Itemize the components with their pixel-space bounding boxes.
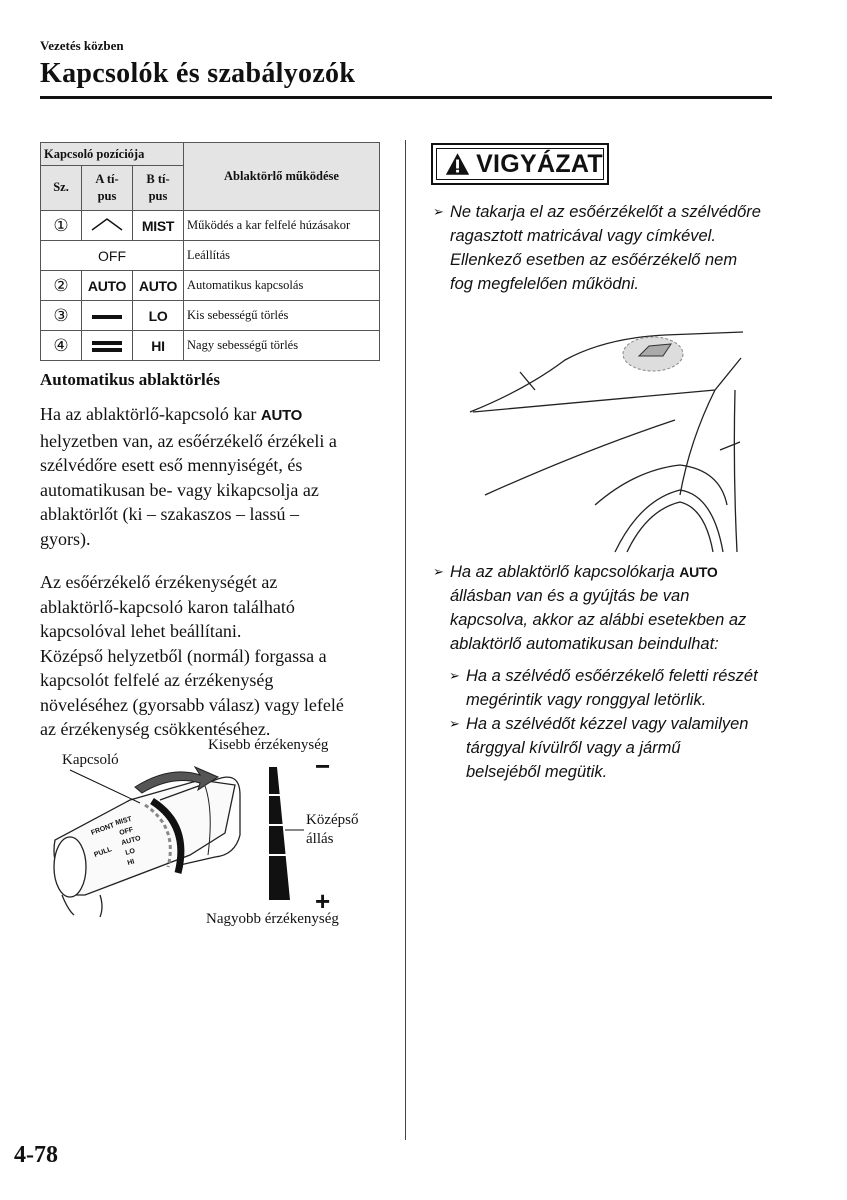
warning-item-sensor-cover: ➢ Ne takarja el az esőérzékelőt a szélvédőre ragasztott matricával vagy címkével. Ellenkező esetben az esőérzékelő nem fog megfelelően működni.: [433, 203, 761, 293]
row-description: Működés a kar felfelé húzásakor: [184, 211, 380, 241]
svg-text:HI: HI: [126, 858, 136, 867]
row-number: ①: [41, 211, 82, 241]
page-title: Kapcsolók és szabályozók: [40, 58, 356, 89]
table-header-position: Kapcsoló pozíciója: [41, 143, 184, 166]
svg-text:AUTO: AUTO: [120, 835, 142, 847]
warning-triangle-icon: [445, 151, 470, 177]
warning-item-auto-start: ➢ Ha az ablaktörlő kapcsolókarja AUTO állásban van és a gyújtás be van kapcsolva, akkor az alábbi esetekben az ablaktörlő automatikusan beindulhat:: [433, 563, 747, 653]
minus-icon: −: [315, 751, 331, 781]
row-number: ④: [41, 331, 82, 361]
type-b-value: AUTO: [133, 271, 184, 301]
svg-text:FRONT: FRONT: [90, 822, 116, 837]
row-description: Automatikus kapcsolás: [184, 271, 380, 301]
wiper-lever-illustration: [54, 775, 240, 917]
label-switch: Kapcsoló: [62, 752, 119, 768]
row-description: Nagy sebességű törlés: [184, 331, 380, 361]
row-description: Kis sebességű törlés: [184, 301, 380, 331]
table-row: [41, 271, 380, 301]
paragraph-auto-wipe: Ha az ablaktörlő-kapcsoló kar AUTO helyzetben van, az esőérzékelő érzékeli a szélvédőre esett eső mennyiségét, és automatikusan be- vagy kikapcsolja az ablaktörlőt (ki – szakaszos – lassú – gyors).: [40, 404, 337, 549]
label-middle-position: Középső állás: [306, 812, 359, 847]
subheading-auto-wipe: Automatikus ablaktörlés: [40, 370, 220, 389]
svg-text:OFF: OFF: [118, 826, 135, 837]
auto-keyword: AUTO: [679, 564, 718, 580]
svg-text:MIST: MIST: [114, 815, 133, 827]
bullet-arrow-icon: ➢: [433, 565, 444, 580]
bullet-arrow-icon: ➢: [433, 205, 444, 220]
page-number: 4-78: [14, 1142, 58, 1168]
table-row: [41, 241, 380, 271]
table-col-a: A tí- pus: [82, 166, 133, 211]
mist-up-chevron-icon: [82, 211, 133, 241]
type-b-value: HI: [133, 331, 184, 361]
row-number: ②: [41, 271, 82, 301]
svg-text:LO: LO: [124, 847, 136, 857]
paragraph-sensitivity: Az esőérzékelő érzékenységét az ablaktörlő-kapcsoló karon található kapcsolóval lehet beállítani. Középső helyzetből (normál) forgassa a kapcsolót felfelé az érzékenység növeléséhez (gyorsabb válasz) vagy lefelé az érzékenység csökkentéséhez.: [40, 572, 344, 739]
table-row: [41, 331, 380, 361]
bullet-arrow-icon: ➢: [449, 717, 460, 732]
warning-box: [431, 143, 609, 185]
label-higher-sensitivity: Nagyobb érzékenység: [206, 911, 339, 927]
table-header-operation: Ablaktörlő működése: [184, 143, 380, 211]
plus-icon: +: [315, 886, 331, 916]
section-label: Vezetés közben: [40, 38, 124, 53]
column-divider: [405, 140, 406, 1140]
row-description: Leállítás: [184, 241, 380, 271]
auto-keyword: AUTO: [260, 407, 302, 424]
type-b-value: MIST: [133, 211, 184, 241]
table-col-sz: Sz.: [41, 166, 82, 211]
sub-item-windshield-impact: ➢ Ha a szélvédőt kézzel vagy valamilyen tárggyal kívülről vagy a jármű belsejéből megütik.: [449, 715, 749, 781]
off-position: OFF: [41, 241, 184, 271]
type-a-value: AUTO: [82, 271, 133, 301]
svg-text:PULL: PULL: [93, 846, 113, 859]
sensitivity-wedge-icon: [269, 767, 290, 900]
double-bar-icon: [82, 331, 133, 361]
title-rule: [40, 96, 772, 99]
type-b-value: LO: [133, 301, 184, 331]
table-col-b: B tí- pus: [133, 166, 184, 211]
table-row: [41, 211, 380, 241]
table-row: [41, 301, 380, 331]
sub-item-sensor-touch: ➢ Ha a szélvédő esőérzékelő feletti részét megérintik vagy ronggyal letörlik.: [449, 667, 758, 709]
warning-title: VIGYÁZAT: [476, 149, 603, 178]
single-bar-icon: [82, 301, 133, 331]
windshield-sensor-illustration: [465, 330, 747, 555]
label-lower-sensitivity: Kisebb érzékenység: [208, 737, 329, 753]
leader-line: [70, 770, 140, 803]
bullet-arrow-icon: ➢: [449, 669, 460, 684]
wiper-table: [40, 142, 380, 361]
row-number: ③: [41, 301, 82, 331]
